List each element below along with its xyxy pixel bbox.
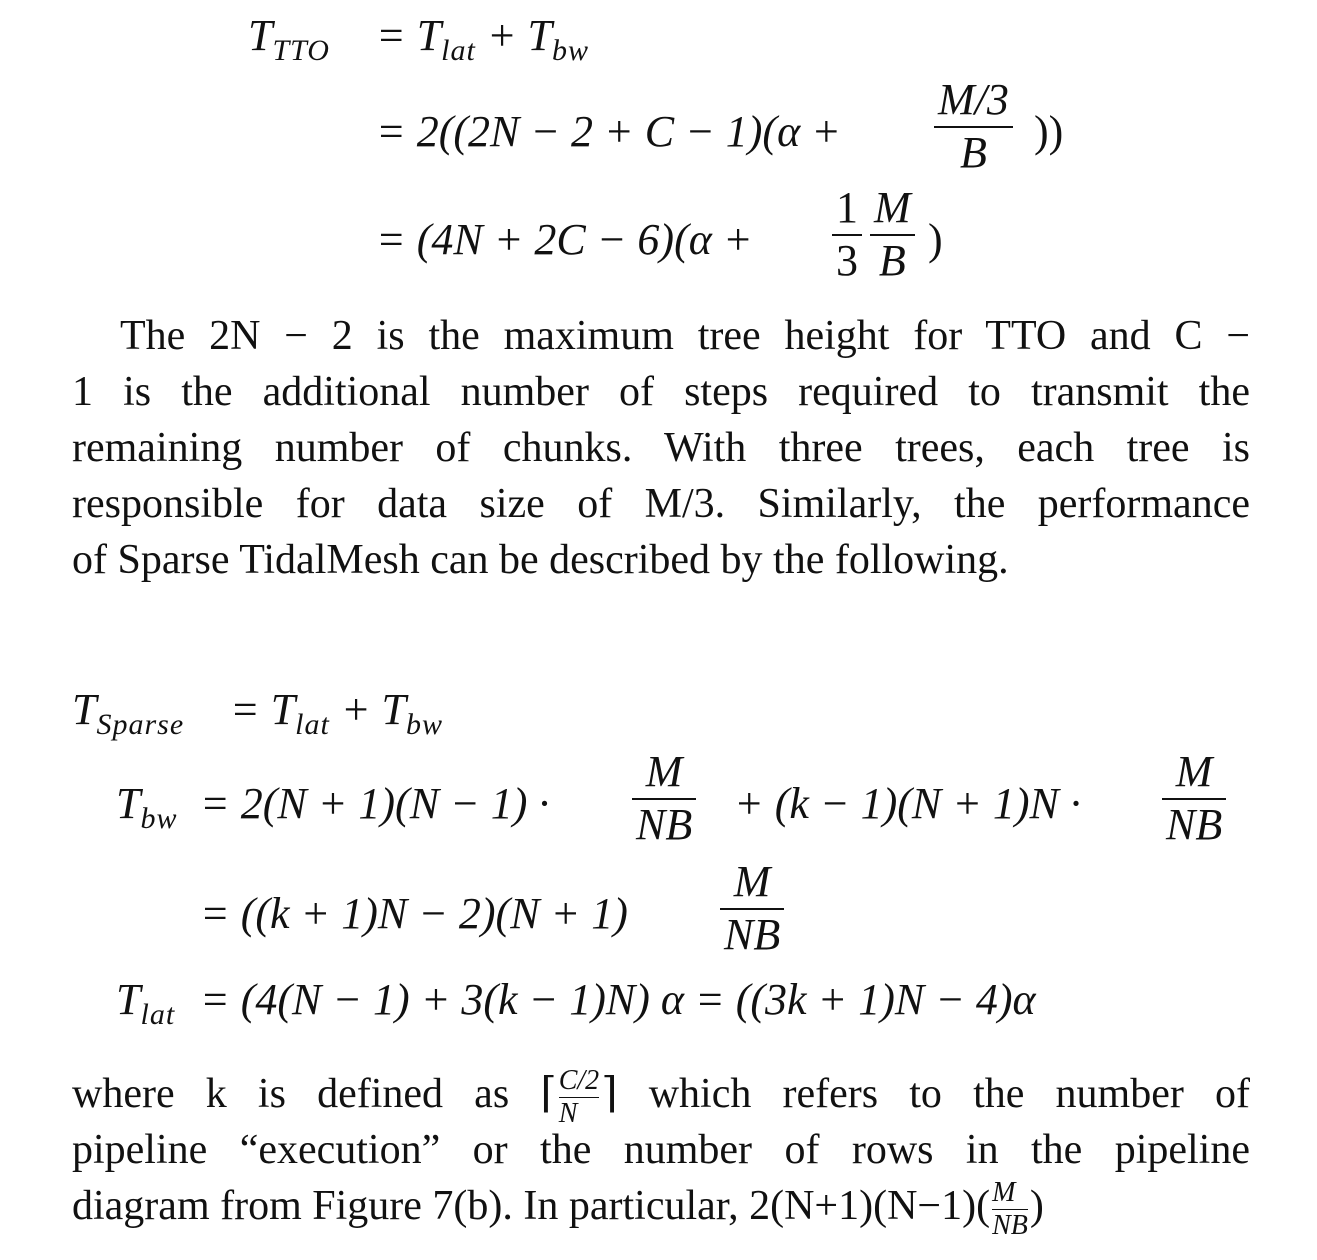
- eq-tto-lhs: $T_{TTO}$: [248, 11, 330, 67]
- paragraph-1-line: The 2N − 2 is the maximum tree height for TTO and C −: [120, 313, 1250, 359]
- eq-tto-line3-close: ): [928, 215, 943, 264]
- eq-tbw-fraction-2: M NB: [1162, 750, 1226, 847]
- inline-fraction-k: $\frac{C/2}{N}$: [558, 1064, 600, 1129]
- paragraph-2: [72, 1064, 1250, 1241]
- eq-tlat-lhs: $T_{lat}$: [116, 975, 176, 1031]
- eq-tto-line3-fraction-1: 1 3: [832, 186, 862, 283]
- eq-tto-line3-fraction-2: M B: [870, 186, 915, 283]
- paragraph-2-line-2: pipeline “execution” or the number of rows in the pipeline: [72, 1127, 1250, 1173]
- eq-sparse-lhs: $T_{Sparse}$: [72, 685, 185, 741]
- eq-tbw-fraction-1: M NB: [632, 750, 696, 847]
- paragraph-1-line: 1 is the additional number of steps required to transmit the: [72, 369, 1250, 415]
- paragraph-1: [72, 308, 1250, 588]
- eq-sparse-rhs: = $T_{lat} + T_{bw}$: [230, 685, 444, 741]
- eq-tbw-line1-mid: + (k − 1)(N + 1)N ·: [734, 779, 1081, 828]
- eq-tbw-lhs: $T_{bw}$: [116, 779, 178, 835]
- paragraph-1-line: responsible for data size of M/3. Similarly, the performance: [72, 481, 1250, 527]
- eq-tlat-rhs: = (4(N − 1) + 3(k − 1)N) α = ((3k + 1)N − 4)α: [200, 975, 1036, 1024]
- eq-tto-line2-fraction: M/3 B: [934, 78, 1013, 175]
- eq-tto-line3: = (4N + 2C − 6)(α +: [376, 215, 753, 264]
- eq-tto-line2: = 2((2N − 2 + C − 1)(α +: [376, 107, 841, 156]
- paragraph-1-line: remaining number of chunks. With three trees, each tree is: [72, 425, 1250, 471]
- eq-tbw-line1: = 2(N + 1)(N − 1) ·: [200, 779, 550, 828]
- inline-fraction-m-nb: $\frac{M}{NB}$: [992, 1176, 1028, 1241]
- paragraph-2-line-1: where k is defined as $⌈\frac{C/2}{N}⌉$ which refers to the number of: [72, 1064, 1250, 1129]
- eq-tbw-line2: = ((k + 1)N − 2)(N + 1): [200, 889, 628, 938]
- eq-tbw-line2-fraction: M NB: [720, 860, 784, 957]
- paragraph-1-line: of Sparse TidalMesh can be described by the following.: [72, 537, 1009, 583]
- eq-tto-line1: = $T_{lat} + T_{bw}$: [376, 11, 590, 67]
- paragraph-2-line-3: diagram from Figure 7(b). In particular, $2(N+1)(N-1)(\frac{M}{NB})$: [72, 1176, 1044, 1241]
- eq-tto-line2-close: )): [1034, 107, 1064, 156]
